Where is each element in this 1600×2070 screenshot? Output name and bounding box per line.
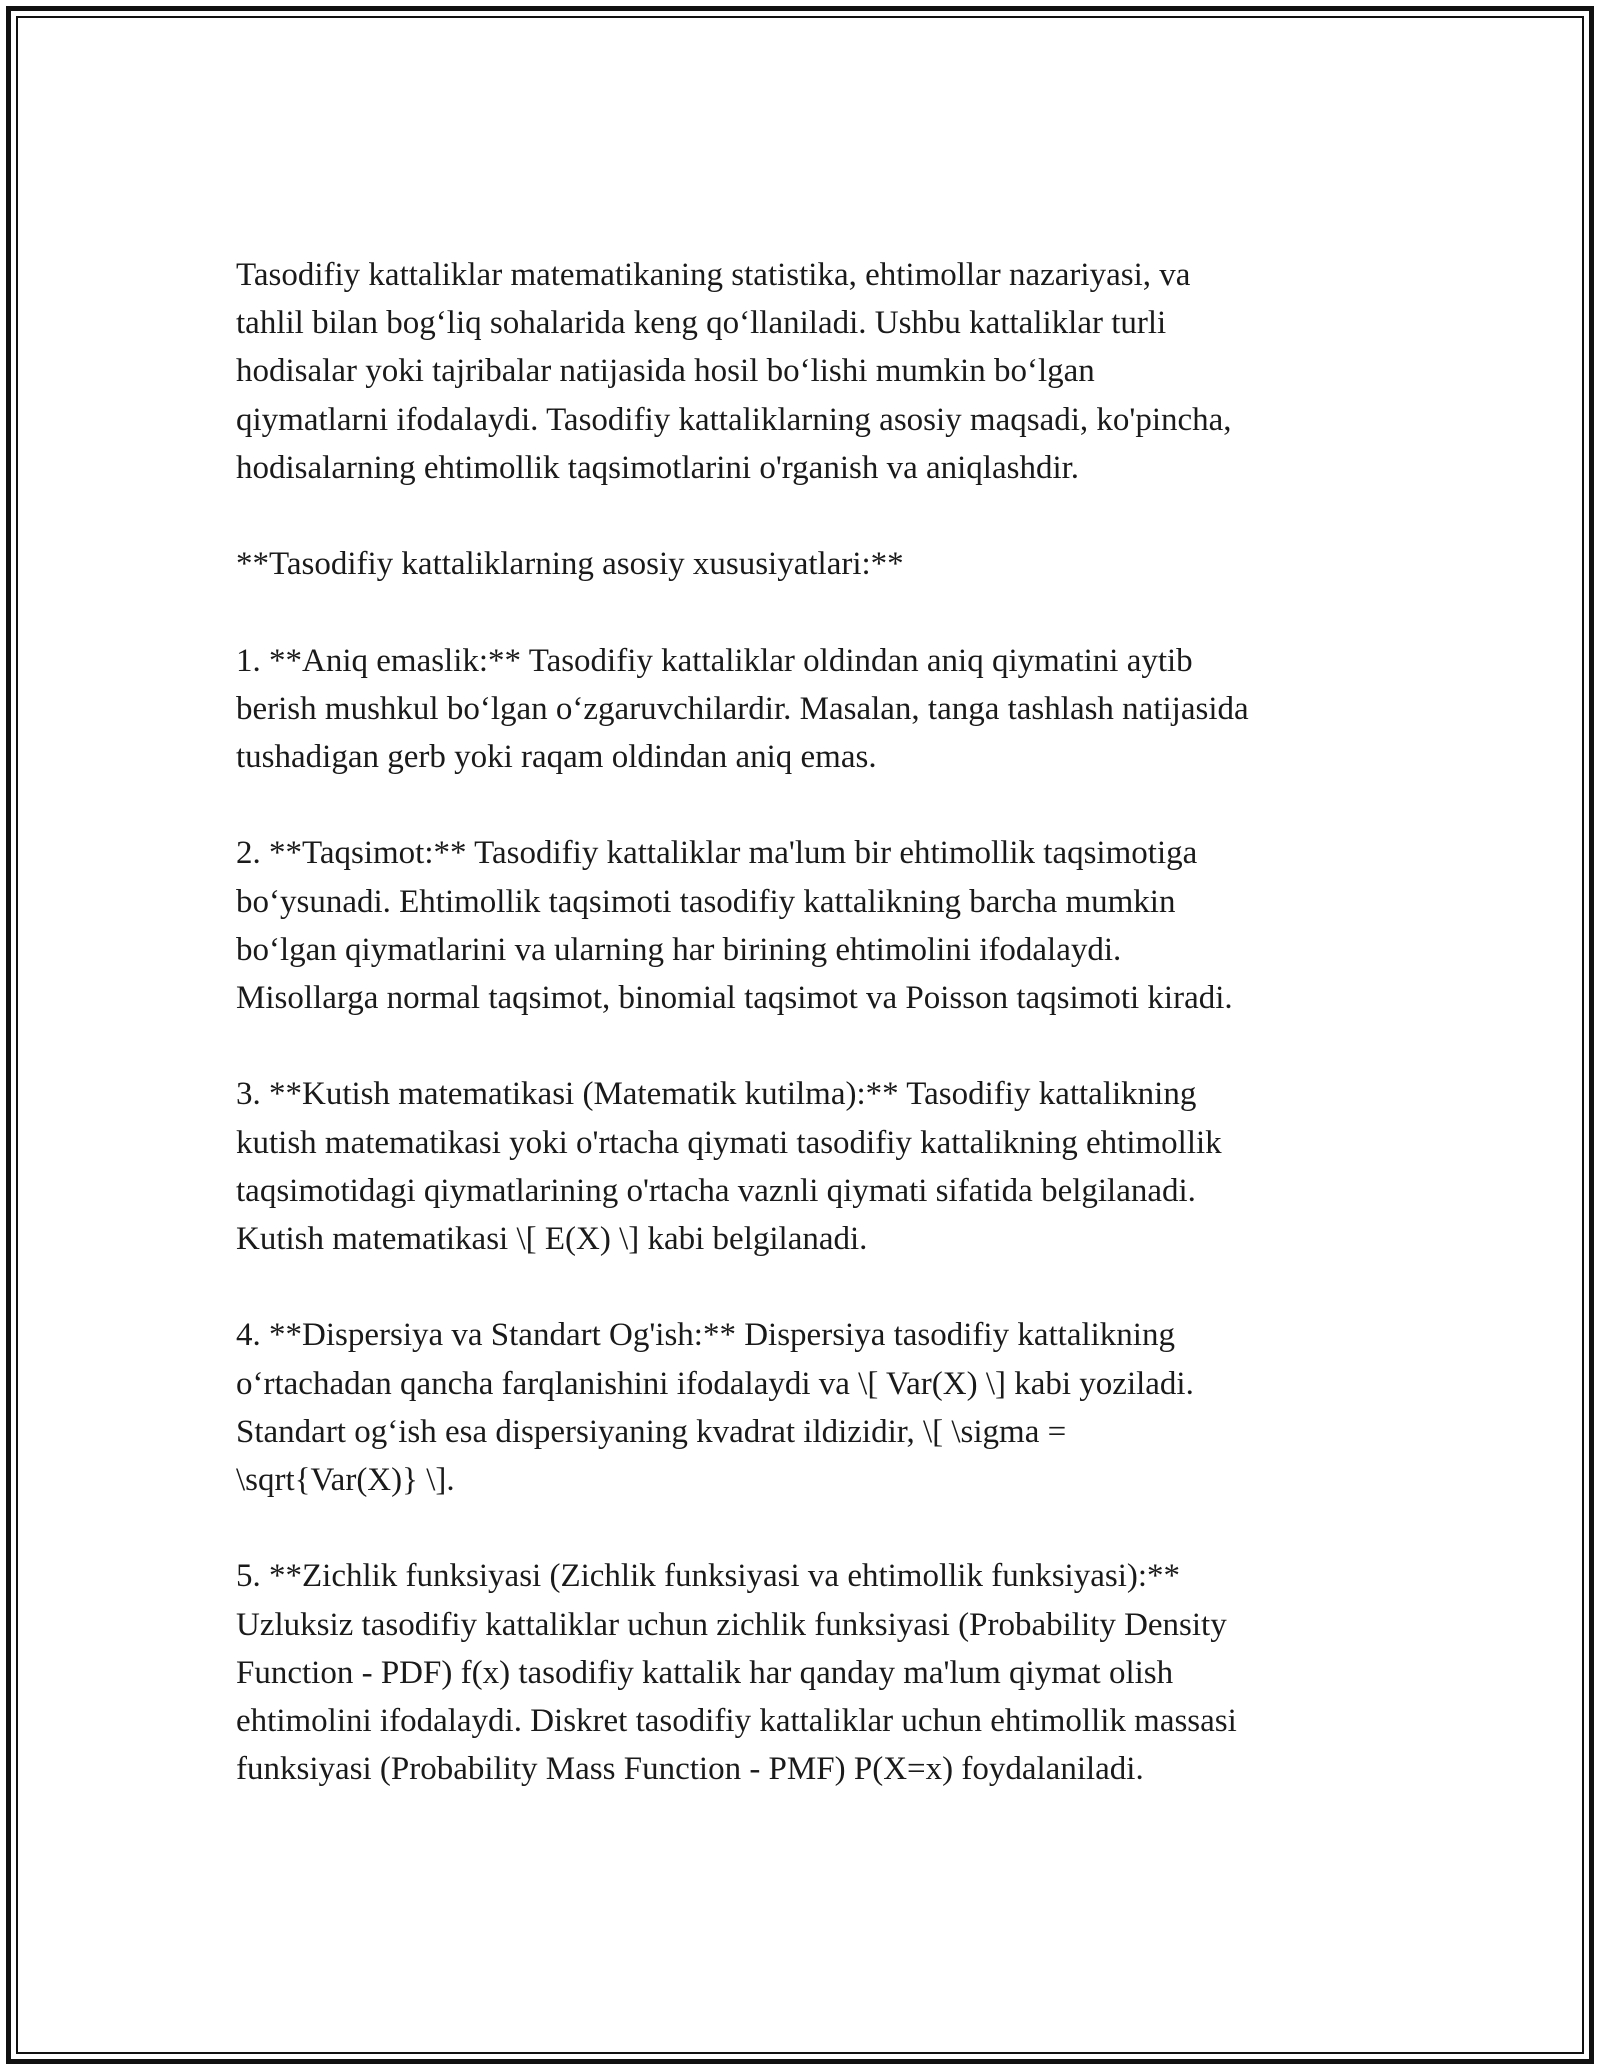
list-item-4: 4. **Dispersiya va Standart Og'ish:** Dispersiya tasodifiy kattalikning o‘rtachadan qancha farqlanishini ifodalaydi va \[ Var(X) \] kabi yoziladi. Standart og‘ish esa dispersiyaning kvadrat ildizidir, \[ \sigma = \sqrt{Var(X)} \]. bbox=[236, 1317, 1194, 1498]
list-item-2: 2. **Taqsimot:** Tasodifiy kattaliklar ma'lum bir ehtimollik taqsimotiga bo‘ysunadi. Ehtimollik taqsimoti tasodifiy kattalikning barcha mumkin bo‘lgan qiymatlarini va ularning har birining ehtimolini ifodalaydi. Misollarga normal taqsimot, binomial taqsimot va Poisson taqsimoti kiradi. bbox=[236, 835, 1233, 1016]
intro-paragraph: Tasodifiy kattaliklar matematikaning statistika, ehtimollar nazariyasi, va tahlil bilan bog‘liq sohalarida keng qo‘llaniladi. Ushbu kattaliklar turli hodisalar yoki tajribalar natijasida hosil bo‘lishi mumkin bo‘lgan qiymatlarni ifodalaydi. Tasodifiy kattaliklarning asosiy maqsadi, ko'pincha, hodisalarning ehtimollik taqsimotlarini o'rganish va aniqlashdir. bbox=[236, 257, 1232, 486]
document-body bbox=[236, 251, 1386, 1842]
section-heading: **Tasodifiy kattaliklarning asosiy xususiyatlari:** bbox=[236, 546, 904, 583]
list-item-5: 5. **Zichlik funksiyasi (Zichlik funksiyasi va ehtimollik funksiyasi):** Uzluksiz tasodifiy kattaliklar uchun zichlik funksiyasi (Probability Density Function - PDF) f(x) tasodifiy kattalik har qanday ma'lum qiymat olish ehtimolini ifodalaydi. Diskret tasodifiy kattaliklar uchun ehtimollik massasi funksiyasi (Probability Mass Function - PMF) P(X=x) foydalaniladi. bbox=[236, 1558, 1237, 1788]
list-item-1: 1. **Aniq emaslik:** Tasodifiy kattaliklar oldindan aniq qiymatini aytib berish mushkul bo‘lgan o‘zgaruvchilardir. Masalan, tanga tashlash natijasida tushadigan gerb yoki raqam oldindan aniq emas. bbox=[236, 642, 1249, 775]
list-item-3: 3. **Kutish matematikasi (Matematik kutilma):** Tasodifiy kattalikning kutish matematikasi yoki o'rtacha qiymati tasodifiy kattalikning ehtimollik taqsimotidagi qiymatlarining o'rtacha vaznli qiymati sifatida belgilanadi. Kutish matematikasi \[ E(X) \] kabi belgilanadi. bbox=[236, 1076, 1222, 1257]
